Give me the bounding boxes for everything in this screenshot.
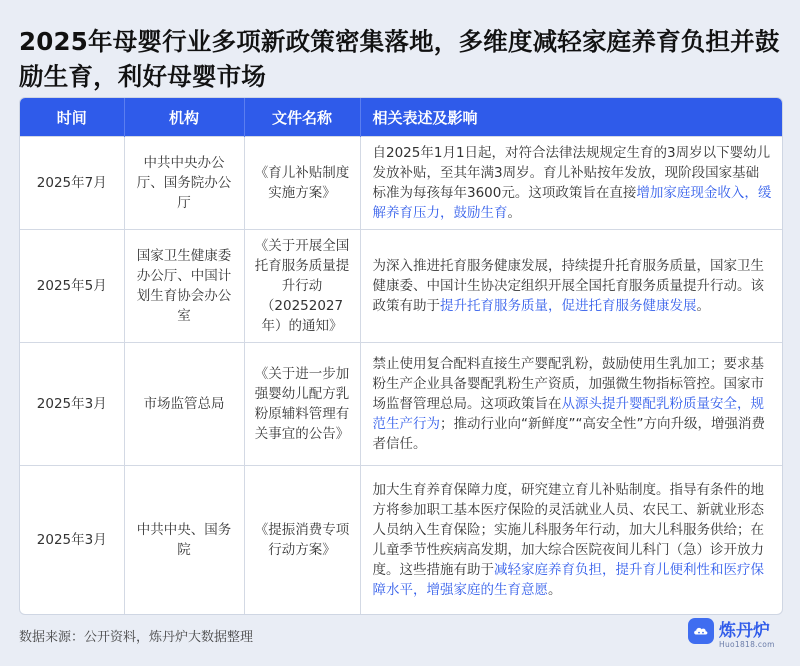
cell-desc <box>360 466 782 615</box>
header-doc: 文件名称 <box>244 98 360 137</box>
desc-text: 禁止使用复合配料直接生产婴配乳粉，鼓励使用生乳加工；要求基粉生产企业具备婴配乳粉生产资质，加强微生物指标管控。国家市场监督管理总局。这项政策旨在 <box>372 356 764 412</box>
cell-desc <box>360 230 782 343</box>
cell-org: 国家卫生健康委办公厅、中国计划生育协会办公室 <box>124 230 244 343</box>
desc-tail: 。 <box>507 205 521 221</box>
brand-logo <box>688 614 788 654</box>
page-title: 2025年母婴行业多项新政策密集落地，多维度减轻家庭养育负担并鼓励生育，利好母婴市场 <box>19 27 780 91</box>
cell-org: 中共中央办公厅、国务院办公厅 <box>124 137 244 230</box>
cell-time: 2025年5月 <box>20 230 124 343</box>
cell-desc <box>360 137 782 230</box>
cell-doc: 《提振消费专项行动方案》 <box>244 466 360 615</box>
cell-doc: 《关于进一步加强婴幼儿配方乳粉原辅料管理有关事宜的公告》 <box>244 343 360 466</box>
desc-highlight: 减轻家庭养育负担，提升育儿便利性和医疗保障水平，增强家庭的生育意愿 <box>372 562 764 598</box>
policy-table <box>19 97 783 615</box>
table-row <box>20 230 782 343</box>
cell-time: 2025年7月 <box>20 137 124 230</box>
logo-url: Huo1818.com <box>719 640 775 649</box>
data-source-note: 数据来源：公开资料，炼丹炉大数据整理 <box>19 630 254 645</box>
desc-highlight: 提升托育服务质量，促进托育服务健康发展 <box>440 298 697 314</box>
cell-org: 中共中央、国务院 <box>124 466 244 615</box>
table-row <box>20 466 782 615</box>
cell-doc: 《育儿补贴制度实施方案》 <box>244 137 360 230</box>
desc-tail: 。 <box>696 298 710 314</box>
desc-text: 加大生育养育保障力度，研究建立育儿补贴制度。指导有条件的地方将参加职工基本医疗保险的灵活就业人员、农民工、新就业形态人员纳入生育保险；实施儿科服务年行动，加大儿科服务供给；在儿童季节性疾病高发期，加大综合医院夜间儿科门（急）诊开放力度。这些措施有助于 <box>372 482 764 578</box>
table-header-row <box>20 98 782 137</box>
cell-org: 市场监管总局 <box>124 343 244 466</box>
desc-tail: ；推动行业向“新鲜度”“高安全性”方向升级，增强消费者信任。 <box>372 416 765 452</box>
cell-doc: 《关于开展全国托育服务质量提升行动（20252027年）的通知》 <box>244 230 360 343</box>
cell-time: 2025年3月 <box>20 343 124 466</box>
header-org: 机构 <box>124 98 244 137</box>
cell-desc <box>360 343 782 466</box>
desc-text: 自2025年1月1日起，对符合法律法规规定生育的3周岁以下婴幼儿发放补贴，至其年满3周岁。育儿补贴按年发放，现阶段国家基础标准为每孩每年3600元。这项政策旨在直接 <box>372 145 771 201</box>
cloud-logo-icon <box>688 618 714 644</box>
desc-tail: 。 <box>548 582 562 598</box>
desc-highlight: 从源头提升婴配乳粉质量安全，规范生产行为 <box>372 396 764 432</box>
header-desc: 相关表述及影响 <box>360 98 782 137</box>
header-time: 时间 <box>20 98 124 137</box>
cell-time: 2025年3月 <box>20 466 124 615</box>
table-row <box>20 137 782 230</box>
logo-name: 炼丹炉 <box>719 621 770 641</box>
table-row <box>20 343 782 466</box>
desc-highlight: 增加家庭现金收入，缓解养育压力，鼓励生育 <box>372 185 772 221</box>
desc-text: 为深入推进托育服务健康发展，持续提升托育服务质量，国家卫生健康委、中国计生协决定组织开展全国托育服务质量提升行动。该政策有助于 <box>372 258 764 314</box>
